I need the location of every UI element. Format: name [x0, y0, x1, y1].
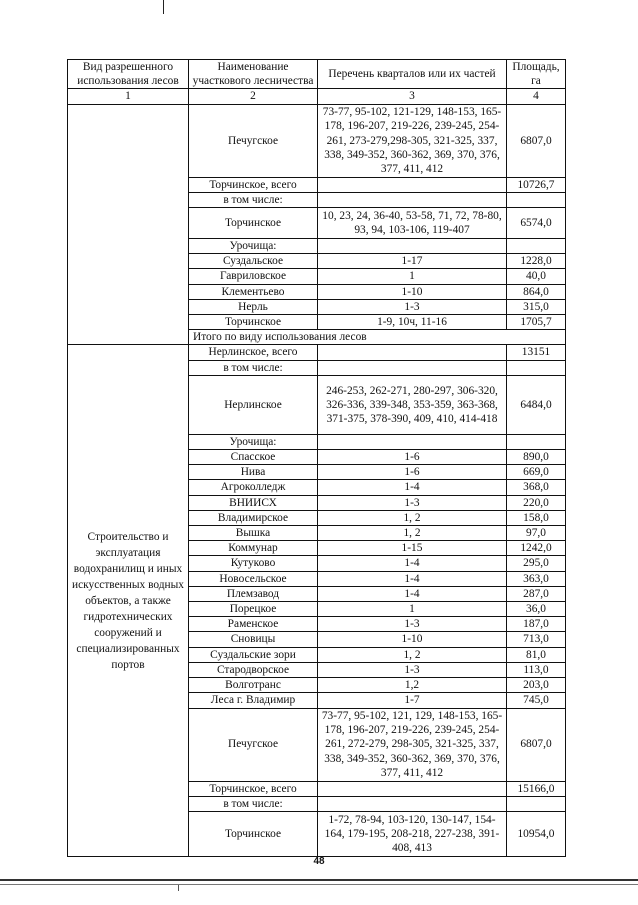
forestry-name: Торчинское, всего	[189, 177, 318, 192]
tract-name: Сновицы	[189, 632, 318, 647]
quarter-list	[318, 345, 507, 360]
subheading: в том числе:	[189, 796, 318, 811]
use-type-cell-empty	[68, 104, 189, 345]
scan-artifact-line	[163, 0, 164, 14]
forestry-name: Нерлинское, всего	[189, 345, 318, 360]
area-value: 1228,0	[507, 254, 566, 269]
quarter-list: 1	[318, 269, 507, 284]
area-value: 669,0	[507, 465, 566, 480]
forestry-name: Печугское	[189, 708, 318, 781]
quarter-list: 1-3	[318, 299, 507, 314]
tract-name: Суздальское	[189, 254, 318, 269]
quarter-list	[318, 177, 507, 192]
quarter-list: 10, 23, 24, 36-40, 53-58, 71, 72, 78-80, 93, 94, 103-106, 119-407	[318, 208, 507, 239]
area-value: 40,0	[507, 269, 566, 284]
area-value: 10726,7	[507, 177, 566, 192]
area-value: 187,0	[507, 617, 566, 632]
area-value: 158,0	[507, 510, 566, 525]
area-value: 6807,0	[507, 104, 566, 177]
quarter-list: 1-4	[318, 556, 507, 571]
tract-name: Волготранс	[189, 678, 318, 693]
area-value: 745,0	[507, 693, 566, 708]
header-area: Площадь, га	[507, 60, 566, 89]
quarter-list: 73-77, 95-102, 121-129, 148-153, 165-178, 196-207, 219-226, 239-245, 254-261, 273-279,298-305, 321-325, 337, 338, 349-352, 360-362, 369, 370, 376, 377, 411, 412	[318, 104, 507, 177]
col-num-1: 1	[68, 89, 189, 104]
col-num-4: 4	[507, 89, 566, 104]
forestry-name: Торчинское	[189, 208, 318, 239]
area-value: 13151	[507, 345, 566, 360]
forestry-name: Печугское	[189, 104, 318, 177]
quarter-list: 1-3	[318, 495, 507, 510]
quarter-list: 1-17	[318, 254, 507, 269]
page-number: 48	[313, 856, 325, 867]
area-value: 220,0	[507, 495, 566, 510]
area-value: 113,0	[507, 662, 566, 677]
area-value: 6574,0	[507, 208, 566, 239]
quarter-list: 1-3	[318, 662, 507, 677]
area-value: 6807,0	[507, 708, 566, 781]
quarter-list: 1-10	[318, 632, 507, 647]
tract-name: Коммунар	[189, 541, 318, 556]
quarter-list: 1, 2	[318, 647, 507, 662]
quarter-list: 1-4	[318, 571, 507, 586]
tract-name: Гавриловское	[189, 269, 318, 284]
quarter-list: 1-4	[318, 586, 507, 601]
forestry-name: Торчинское	[189, 811, 318, 856]
total-label: Итого по виду использования лесов	[189, 330, 566, 345]
tract-name: Порецкое	[189, 602, 318, 617]
quarter-list	[318, 239, 507, 254]
header-row	[68, 60, 566, 89]
area-value: 15166,0	[507, 781, 566, 796]
quarter-list: 1-4	[318, 480, 507, 495]
quarter-list: 1-72, 78-94, 103-120, 130-147, 154-164, 179-195, 208-218, 227-238, 391-408, 413	[318, 811, 507, 856]
header-use-type: Вид разрешенного использования лесов	[68, 60, 189, 89]
forest-use-table	[67, 59, 566, 857]
table-row	[68, 104, 566, 177]
quarter-list	[318, 192, 507, 207]
area-value: 287,0	[507, 586, 566, 601]
tract-name: Кутуково	[189, 556, 318, 571]
area-value: 81,0	[507, 647, 566, 662]
quarter-list	[318, 434, 507, 449]
quarter-list: 1-10	[318, 284, 507, 299]
subheading: Урочища:	[189, 239, 318, 254]
tract-name: Леса г. Владимир	[189, 693, 318, 708]
area-value: 315,0	[507, 299, 566, 314]
tract-name: Нива	[189, 465, 318, 480]
tract-name: Торчинское	[189, 315, 318, 330]
tract-name: Суздальские зори	[189, 647, 318, 662]
quarter-list: 246-253, 262-271, 280-297, 306-320, 326-336, 339-348, 353-359, 363-368, 371-375, 378-390, 409, 410, 414-418	[318, 375, 507, 434]
area-value: 97,0	[507, 526, 566, 541]
area-value: 368,0	[507, 480, 566, 495]
area-value: 1242,0	[507, 541, 566, 556]
area-value: 295,0	[507, 556, 566, 571]
subheading: Урочища:	[189, 434, 318, 449]
quarter-list	[318, 796, 507, 811]
area-value: 890,0	[507, 450, 566, 465]
tract-name: Стародворское	[189, 662, 318, 677]
forestry-name: Торчинское, всего	[189, 781, 318, 796]
page-bottom-rule-thin	[0, 884, 638, 885]
tract-name: Новосельское	[189, 571, 318, 586]
area-value: 36,0	[507, 602, 566, 617]
area-value	[507, 239, 566, 254]
quarter-list: 1, 2	[318, 526, 507, 541]
tract-name: Клементьево	[189, 284, 318, 299]
tract-name: Агроколледж	[189, 480, 318, 495]
area-value: 10954,0	[507, 811, 566, 856]
subheading: в том числе:	[189, 192, 318, 207]
quarter-list: 1-15	[318, 541, 507, 556]
table-row	[68, 345, 566, 360]
area-value: 6484,0	[507, 375, 566, 434]
tract-name: Нерль	[189, 299, 318, 314]
tract-name: Вышка	[189, 526, 318, 541]
area-value	[507, 434, 566, 449]
col-num-2: 2	[189, 89, 318, 104]
column-number-row	[68, 89, 566, 104]
quarter-list: 1,2	[318, 678, 507, 693]
tract-name: Спасское	[189, 450, 318, 465]
area-value: 1705,7	[507, 315, 566, 330]
use-type-purpose: Строительство и эксплуатация водохранилищ и иных искусственных водных объектов, а также гидротехнических сооружений и специализированных портов	[68, 345, 189, 856]
quarter-list: 1-7	[318, 693, 507, 708]
quarter-list: 1, 2	[318, 510, 507, 525]
area-value	[507, 796, 566, 811]
area-value: 363,0	[507, 571, 566, 586]
header-quarter-list: Перечень кварталов или их частей	[318, 60, 507, 89]
area-value: 864,0	[507, 284, 566, 299]
quarter-list	[318, 360, 507, 375]
col-num-3: 3	[318, 89, 507, 104]
subheading: в том числе:	[189, 360, 318, 375]
quarter-list: 1-3	[318, 617, 507, 632]
header-forestry-name: Наименование участкового лесничества	[189, 60, 318, 89]
tract-name: Племзавод	[189, 586, 318, 601]
quarter-list: 1	[318, 602, 507, 617]
tract-name: Раменское	[189, 617, 318, 632]
area-value	[507, 360, 566, 375]
quarter-list: 1-6	[318, 450, 507, 465]
quarter-list: 1-9, 10ч, 11-16	[318, 315, 507, 330]
quarter-list: 1-6	[318, 465, 507, 480]
page-bottom-rule	[0, 879, 638, 881]
area-value: 203,0	[507, 678, 566, 693]
quarter-list	[318, 781, 507, 796]
forestry-name: Нерлинское	[189, 375, 318, 434]
area-value	[507, 192, 566, 207]
tract-name: Владимирское	[189, 510, 318, 525]
tract-name: ВНИИСХ	[189, 495, 318, 510]
scan-artifact-tick	[178, 885, 179, 891]
area-value: 713,0	[507, 632, 566, 647]
quarter-list: 73-77, 95-102, 121, 129, 148-153, 165-178, 196-207, 219-226, 239-245, 254-261, 272-279, 298-305, 321-325, 337, 338, 349-352, 360-362, 369, 370, 376, 377, 411, 412	[318, 708, 507, 781]
